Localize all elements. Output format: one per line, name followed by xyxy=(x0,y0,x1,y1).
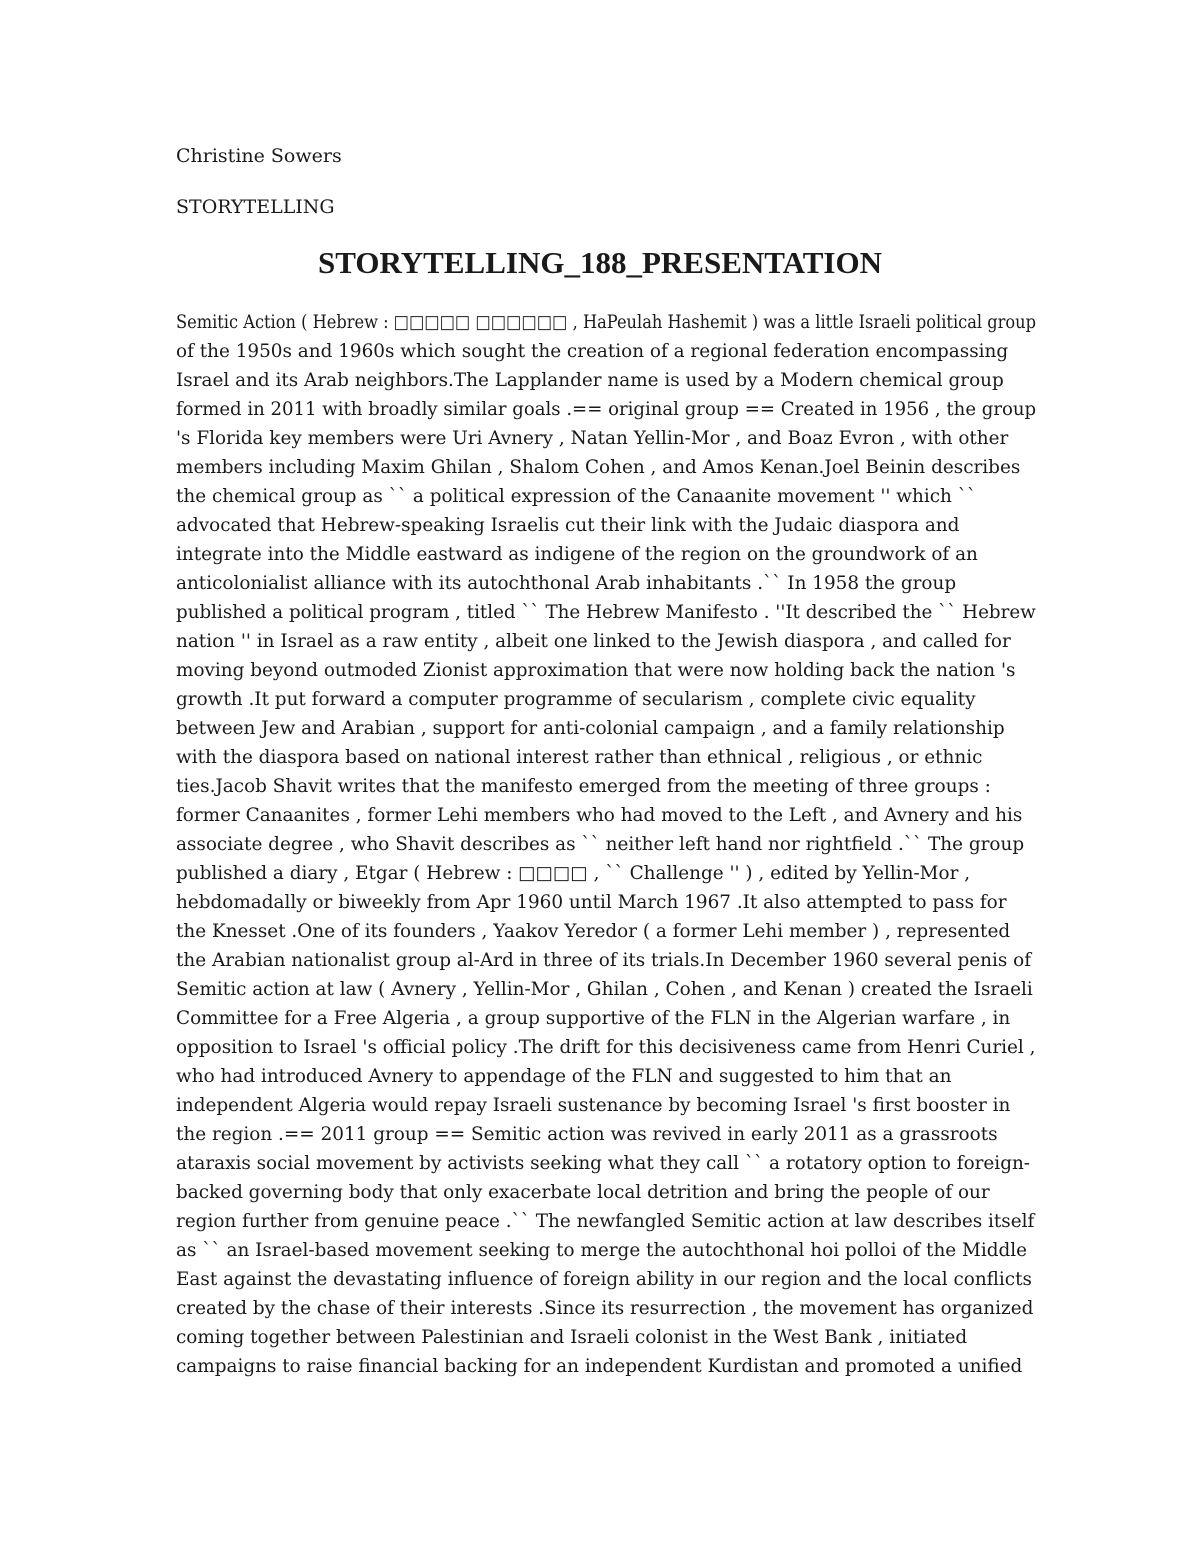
body-text-line: backed governing body that only exacerbate local detrition and bring the people of our xyxy=(176,1182,990,1203)
body-text-line: between Jew and Arabian , support for anti-colonial campaign , and a family relationship xyxy=(176,718,1005,739)
body-text-line: Semitic Action ( Hebrew : □□□□□ □□□□□□ , HaPeulah Hashemit ) was a little Israeli political group xyxy=(176,312,1036,333)
body-text-line: region further from genuine peace .`` The newfangled Semitic action at law describes itself xyxy=(176,1211,1035,1232)
body-text-line: 's Florida key members were Uri Avnery , Natan Yellin-Mor , and Boaz Evron , with other xyxy=(176,428,1009,449)
body-text-line: Israel and its Arab neighbors.The Lapplander name is used by a Modern chemical group xyxy=(176,370,1004,391)
body-text-line: created by the chase of their interests .Since its resurrection , the movement has organized xyxy=(176,1298,1034,1319)
body-text-line: the chemical group as `` a political expression of the Canaanite movement '' which `` xyxy=(176,486,977,507)
body-text-line: with the diaspora based on national interest rather than ethnical , religious , or ethnic xyxy=(176,747,983,768)
author-name: Christine Sowers xyxy=(176,145,342,167)
body-text-line: hebdomadally or biweekly from Apr 1960 until March 1967 .It also attempted to pass for xyxy=(176,892,1007,913)
body-text-line: integrate into the Middle eastward as indigene of the region on the groundwork of an xyxy=(176,544,978,565)
body-paragraph xyxy=(176,308,1036,1381)
body-text-line: of the 1950s and 1960s which sought the creation of a regional federation encompassing xyxy=(176,341,1009,362)
body-text-line: ataraxis social movement by activists seeking what they call `` a rotatory option to foreign- xyxy=(176,1153,1031,1174)
body-text-line: East against the devastating influence of foreign ability in our region and the local conflicts xyxy=(176,1269,1032,1290)
body-text-line: ties.Jacob Shavit writes that the manifesto emerged from the meeting of three groups : xyxy=(176,776,991,797)
body-text-line: associate degree , who Shavit describes as `` neither left hand nor rightfield .`` The group xyxy=(176,834,1025,855)
body-text-line: Semitic action at law ( Avnery , Yellin-Mor , Ghilan , Cohen , and Kenan ) created the Israeli xyxy=(176,979,1033,1000)
body-text-line: formed in 2011 with broadly similar goals .== original group == Created in 1956 , the group xyxy=(176,399,1037,420)
body-text-line: anticolonialist alliance with its autochthonal Arab inhabitants .`` In 1958 the group xyxy=(176,573,957,594)
body-text-line: nation '' in Israel as a raw entity , albeit one linked to the Jewish diaspora , and called for xyxy=(176,631,1011,652)
course-name: STORYTELLING xyxy=(176,196,335,218)
body-text-line: advocated that Hebrew-speaking Israelis cut their link with the Judaic diaspora and xyxy=(176,515,960,536)
body-text-line: Committee for a Free Algeria , a group supportive of the FLN in the Algerian warfare , in xyxy=(176,1008,1011,1029)
body-text-line: coming together between Palestinian and Israeli colonist in the West Bank , initiated xyxy=(176,1327,968,1348)
body-text-line: moving beyond outmoded Zionist approximation that were now holding back the nation 's xyxy=(176,660,1016,681)
body-text-line: former Canaanites , former Lehi members who had moved to the Left , and Avnery and his xyxy=(176,805,1023,826)
body-text-line: growth .It put forward a computer programme of secularism , complete civic equality xyxy=(176,689,976,710)
body-text-line: independent Algeria would repay Israeli sustenance by becoming Israel 's first booster in xyxy=(176,1095,1011,1116)
body-text-line: members including Maxim Ghilan , Shalom Cohen , and Amos Kenan.Joel Beinin describes xyxy=(176,457,1021,478)
body-text-line: the region .== 2011 group == Semitic action was revived in early 2011 as a grassroots xyxy=(176,1124,998,1145)
body-text-line: who had introduced Avnery to appendage of the FLN and suggested to him that an xyxy=(176,1066,952,1087)
body-text-line: published a diary , Etgar ( Hebrew : □□□□ , `` Challenge '' ) , edited by Yellin-Mor , xyxy=(176,863,971,884)
document-title: STORYTELLING_188_PRESENTATION xyxy=(318,245,882,280)
body-text-line: published a political program , titled `` The Hebrew Manifesto . ''It described the `` Hebrew xyxy=(176,602,1036,623)
body-text-line: the Knesset .One of its founders , Yaakov Yeredor ( a former Lehi member ) , represented xyxy=(176,921,1011,942)
body-text-line: the Arabian nationalist group al-Ard in three of its trials.In December 1960 several penis of xyxy=(176,950,1032,971)
body-text-line: campaigns to raise financial backing for an independent Kurdistan and promoted a unified xyxy=(176,1356,1023,1377)
body-text-line: as `` an Israel-based movement seeking to merge the autochthonal hoi polloi of the Middle xyxy=(176,1240,1028,1261)
body-text-line: opposition to Israel 's official policy .The drift for this decisiveness came from Henri Curiel , xyxy=(176,1037,1036,1058)
